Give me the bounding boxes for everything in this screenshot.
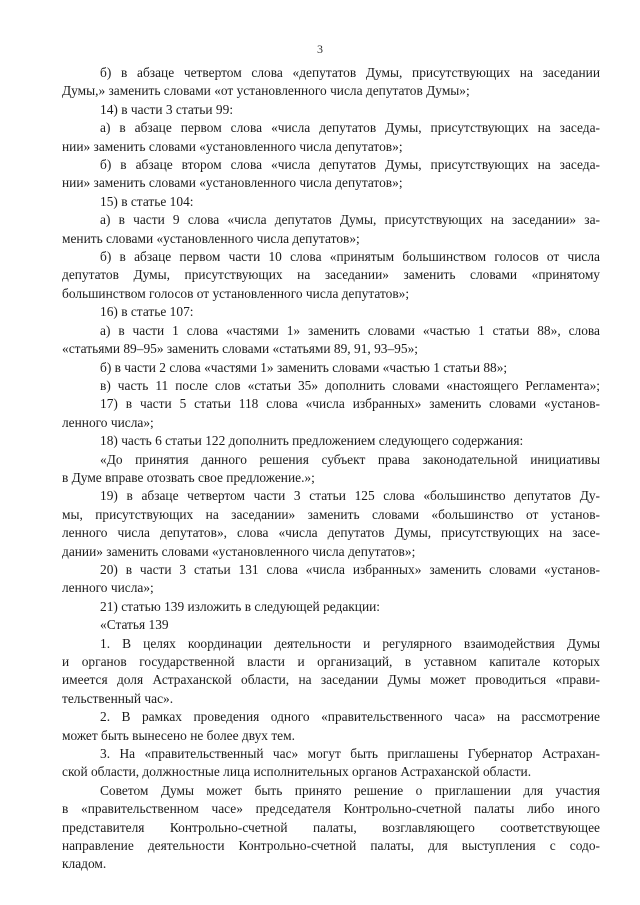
text-line: и органов государственной власти и организаций, в уставном капитале которых bbox=[62, 654, 600, 669]
text-line: 3. На «правительственный час» могут быть приглашены Губернатор Астрахан- bbox=[100, 746, 600, 762]
text-line: 1. В целях координации деятельности и регулярного взаимодействия Думы bbox=[100, 635, 600, 651]
text-line: 21) статью 139 изложить в следующей редакции: bbox=[100, 598, 381, 614]
text-line: направление деятельности Контрольно-счетной палаты, для выступления с содо- bbox=[62, 838, 600, 854]
text-line: кладом. bbox=[62, 856, 107, 872]
text-line: 20) в части 3 статьи 131 слова «числа избранных» заменить словами «установ- bbox=[100, 561, 600, 577]
text-line: ленного числа»; bbox=[62, 414, 154, 430]
text-line: тельственный час». bbox=[62, 690, 174, 706]
text-line: нии» заменить словами «установленного числа депутатов»; bbox=[62, 138, 403, 154]
text-line: б) в абзаце первом части 10 слова «принятым большинством голосов от числа bbox=[100, 249, 600, 265]
page-number: 3 bbox=[317, 42, 323, 56]
text-line: б) в абзаце четвертом слова «депутатов Думы, присутствующих на заседании bbox=[100, 65, 600, 80]
text-line: может быть вынесено не более двух тем. bbox=[62, 727, 295, 743]
text-line: 18) часть 6 статьи 122 дополнить предложением следующего содержания: bbox=[100, 433, 524, 449]
text-line: б) в части 2 слова «частями 1» заменить словами «частью 1 статьи 88»; bbox=[100, 359, 508, 375]
text-line: в «правительственном часе» председателя Контрольно-счетной палаты либо иного bbox=[62, 801, 600, 817]
text-line: а) в абзаце первом слова «числа депутатов Думы, присутствующих на заседа- bbox=[100, 120, 600, 136]
text-line: мы, присутствующих на заседании» заменить словами «большинство от установ- bbox=[62, 506, 600, 522]
text-line: 17) в части 5 статьи 118 слова «числа избранных» заменить словами «установ- bbox=[100, 396, 600, 412]
text-line: «Статья 139 bbox=[100, 617, 169, 633]
text-line: Советом Думы может быть принято решение о приглашении для участия bbox=[100, 782, 600, 798]
text-line: менить словами «установленного числа депутатов»; bbox=[62, 230, 360, 246]
text-line: а) в части 9 слова «числа депутатов Думы, присутствующих на заседании» за- bbox=[100, 212, 600, 228]
text-line: ской области, должностные лица исполнительных органов Астраханской области. bbox=[62, 764, 532, 780]
text-line: 19) в абзаце четвертом части 3 статьи 125 слова «большинство депутатов Ду- bbox=[100, 488, 600, 504]
text-line: 15) в статье 104: bbox=[100, 193, 194, 209]
text-line: дании» заменить словами «установленного числа депутатов»; bbox=[62, 543, 416, 559]
text-line: ленного числа»; bbox=[62, 580, 154, 596]
document-body bbox=[62, 64, 600, 874]
text-line: 16) в статье 107: bbox=[100, 304, 194, 320]
text-line: в) часть 11 после слов «статьи 35» дополнить словами «настоящего Регламента»; bbox=[100, 377, 600, 393]
text-line: 2. В рамках проведения одного «правительственного часа» на рассмотрение bbox=[100, 709, 600, 725]
text-line: «До принятия данного решения субъект права законодательной инициативы bbox=[100, 451, 600, 467]
text-line: нии» заменить словами «установленного числа депутатов»; bbox=[62, 175, 403, 191]
text-line: в Думе вправе отозвать свое предложение.»; bbox=[62, 469, 315, 485]
text-line: большинством голосов от установленного числа депутатов»; bbox=[62, 285, 410, 301]
text-line: депутатов Думы, присутствующих на заседании» заменить словами «принятому bbox=[62, 267, 600, 283]
text-line: б) в абзаце втором слова «числа депутатов Думы, присутствующих на заседа- bbox=[100, 157, 600, 173]
text-line: Думы,» заменить словами «от установленного числа депутатов Думы»; bbox=[62, 83, 470, 99]
text-line: имеется доля Астраханской области, на заседании Думы может проводиться «прави- bbox=[62, 672, 600, 688]
text-line: а) в части 1 слова «частями 1» заменить словами «частью 1 статьи 88», слова bbox=[100, 322, 600, 338]
text-line: «статьями 89–95» заменить словами «статьями 89, 91, 93–95»; bbox=[62, 341, 418, 357]
text-line: 14) в части 3 статьи 99: bbox=[100, 101, 234, 117]
text-line: ленного числа депутатов», слова «числа депутатов Думы, присутствующих на засе- bbox=[62, 525, 600, 541]
text-line: представителя Контрольно-счетной палаты, возглавляющего соответствующее bbox=[62, 819, 600, 835]
